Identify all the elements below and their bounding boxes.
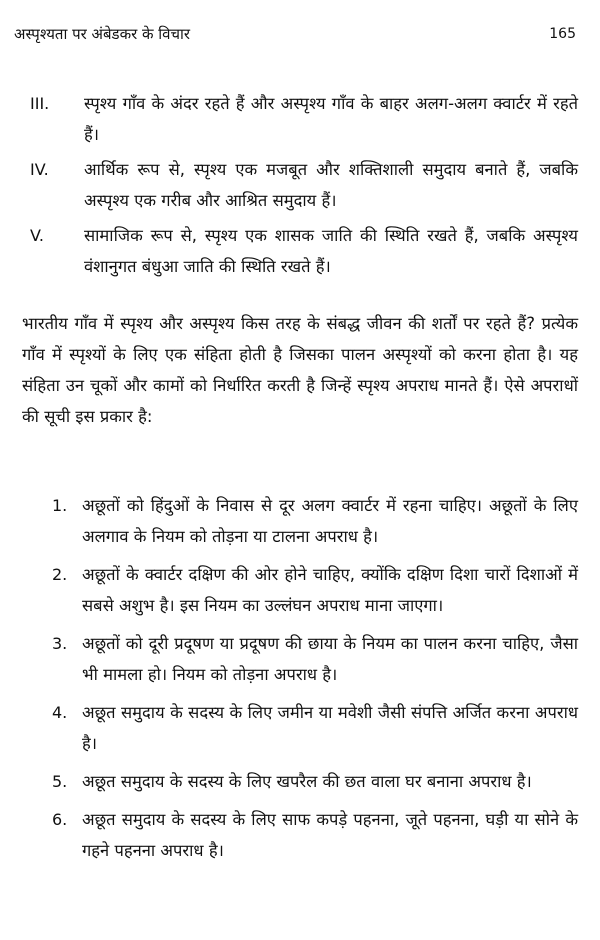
list-item-number: V.	[30, 226, 44, 245]
page-number: 165	[549, 26, 576, 42]
list-item-text: अछूतों के क्वार्टर दक्षिण की ओर होने चाहिए, क्योंकि दक्षिण दिशा चारों दिशाओं में सबसे अशुभ है। इस नियम का उल्लंघन अपराध माना जाएगा।	[82, 565, 578, 615]
list-item-text: अछूत समुदाय के सदस्य के लिए साफ कपड़े पहनना, जूते पहनना, घड़ी या सोने के गहने पहनना अपराध है।	[82, 810, 578, 860]
list-item	[22, 490, 578, 552]
list-item	[22, 804, 578, 866]
list-item-text: अछूतों को दूरी प्रदूषण या प्रदूषण की छाया के नियम का पालन करना चाहिए, जैसा भी मामला हो। नियम को तोड़ना अपराध है।	[82, 634, 578, 684]
list-item-number: 2.	[52, 565, 68, 584]
list-item	[22, 697, 578, 759]
list-item-text: अछूत समुदाय के सदस्य के लिए जमीन या मवेशी जैसी संपत्ति अर्जित करना अपराध है।	[82, 703, 578, 753]
list-item-text: स्पृश्य गाँव के अंदर रहते हैं और अस्पृश्य गाँव के बाहर अलग-अलग क्वार्टर में रहते हैं।	[84, 94, 578, 144]
list-item	[22, 88, 578, 150]
list-item-number: IV.	[30, 160, 49, 179]
list-item-number: III.	[30, 94, 50, 113]
list-item	[22, 220, 578, 282]
list-item-text: अछूत समुदाय के सदस्य के लिए खपरैल की छत वाला घर बनाना अपराध है।	[82, 772, 532, 791]
list-item-number: 3.	[52, 634, 68, 653]
list-item-number: 6.	[52, 810, 68, 829]
list-item	[22, 628, 578, 690]
list-item-text: सामाजिक रूप से, स्पृश्य एक शासक जाति की स्थिति रखते हैं, जबकि अस्पृश्य वंशानुगत बंधुआ जाति की स्थिति रखते हैं।	[84, 226, 578, 276]
list-item-text: अछूतों को हिंदुओं के निवास से दूर अलग क्वार्टर में रहना चाहिए। अछूतों के लिए अलगाव के नियम को तोड़ना या टालना अपराध है।	[82, 496, 578, 546]
list-item-number: 1.	[52, 496, 68, 515]
body-paragraph: भारतीय गाँव में स्पृश्य और अस्पृश्य किस तरह के संबद्ध जीवन की शर्तों पर रहते हैं? प्रत्येक गाँव में स्पृश्यों के लिए एक संहिता होती है जिसका पालन अस्पृश्यों को करना होता है। यह संहिता उन चूकों और कामों को निर्धारित करती है जिन्हें स्पृश्य अपराध मानते हैं। ऐसे अपराधों की सूची इस प्रकार है:	[22, 314, 578, 426]
page-header	[14, 22, 586, 46]
list-item-text: आर्थिक रूप से, स्पृश्य एक मजबूत और शक्तिशाली समुदाय बनाते हैं, जबकि अस्पृश्य एक गरीब और आश्रित समुदाय हैं।	[84, 160, 578, 210]
list-item	[22, 766, 578, 797]
offence-list	[22, 490, 578, 873]
list-item	[22, 154, 578, 216]
list-item-number: 5.	[52, 772, 68, 791]
running-title: अस्पृश्यता पर अंबेडकर के विचार	[14, 25, 191, 43]
roman-numeral-list	[22, 88, 578, 286]
list-item-number: 4.	[52, 703, 68, 722]
list-item	[22, 559, 578, 621]
